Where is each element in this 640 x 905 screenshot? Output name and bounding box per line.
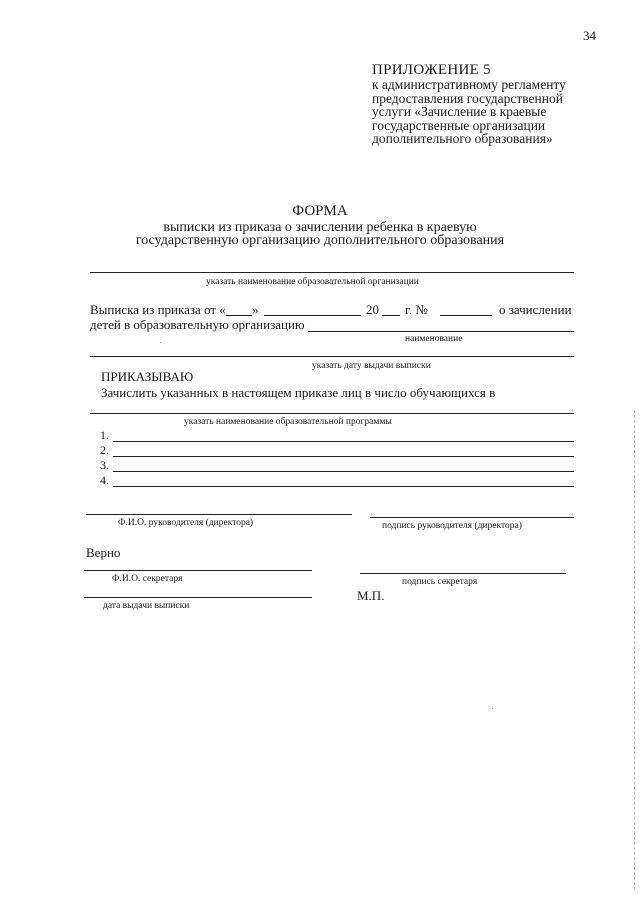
extract-date-caption: дата выдачи выписки: [103, 601, 190, 611]
day-close-quote: »: [252, 302, 259, 317]
order-number-label: г. №: [405, 302, 428, 317]
appendix-line: предоставления государственной: [372, 90, 563, 106]
director-signature-caption: подпись руководителя (директора): [382, 521, 522, 531]
program-caption: указать наименование образовательной программы: [184, 417, 392, 427]
list-line[interactable]: [113, 471, 574, 472]
org-name-caption: указать наименование образовательной организации: [206, 277, 419, 287]
list-line[interactable]: [113, 486, 574, 487]
appendix-line: к административному регламенту: [372, 77, 566, 92]
name-caption: наименование: [405, 334, 463, 344]
director-name-line[interactable]: [86, 514, 352, 515]
director-signature-line[interactable]: [370, 517, 574, 518]
issue-date-caption: указать дату выдачи выписки: [312, 361, 431, 371]
year-field[interactable]: [382, 315, 400, 316]
form-subtitle-line: выписки из приказа о зачислении ребенка в краевую: [163, 220, 477, 235]
program-line[interactable]: [90, 413, 574, 414]
list-line[interactable]: [113, 456, 574, 457]
order-number-field[interactable]: [440, 315, 492, 316]
appendix-title: ПРИЛОЖЕНИЕ 5: [372, 62, 491, 78]
extract-prefix: Выписка из приказа от «: [90, 302, 226, 317]
director-name-caption: Ф.И.О. руководителя (директора): [118, 518, 254, 528]
scan-edge-artifact: [634, 410, 636, 890]
order-text: Зачислить указанных в настоящем приказе лиц в число обучающихся в: [101, 385, 496, 400]
list-number: 1.: [100, 428, 109, 442]
appendix-line: услуги «Зачисление в краевые: [372, 104, 547, 119]
day-field[interactable]: [226, 315, 252, 316]
appendix-block: [372, 62, 612, 146]
appendix-line: дополнительного образования»: [372, 131, 553, 146]
organization-field[interactable]: [308, 331, 574, 332]
list-number: 2.: [100, 443, 109, 457]
extract-suffix: о зачислении: [499, 302, 572, 317]
form-subtitle-line: государственную организацию дополнительного образования: [135, 233, 505, 248]
extract-date-line[interactable]: [84, 597, 312, 598]
appendix-line: государственные организации: [372, 117, 546, 133]
certified-label: Верно: [86, 545, 121, 560]
list-number: 3.: [100, 458, 109, 472]
list-line[interactable]: [113, 441, 574, 442]
year-prefix: 20: [366, 302, 379, 317]
form-title: ФОРМА: [292, 203, 348, 219]
secretary-signature-caption: подпись секретаря: [402, 577, 478, 587]
org-name-line[interactable]: [90, 272, 574, 273]
month-field[interactable]: [264, 315, 361, 316]
secretary-signature-line[interactable]: [360, 573, 566, 574]
page-number: 34: [583, 28, 596, 43]
list-number: 4.: [100, 473, 109, 487]
secretary-name-line[interactable]: [84, 570, 312, 571]
order-heading: ПРИКАЗЫВАЮ: [101, 369, 194, 384]
extract-line2: детей в образовательную организацию: [90, 317, 305, 332]
issue-date-line[interactable]: [90, 356, 574, 357]
secretary-name-caption: Ф.И.О. секретаря: [112, 574, 183, 584]
stamp-placeholder: М.П.: [357, 588, 385, 603]
